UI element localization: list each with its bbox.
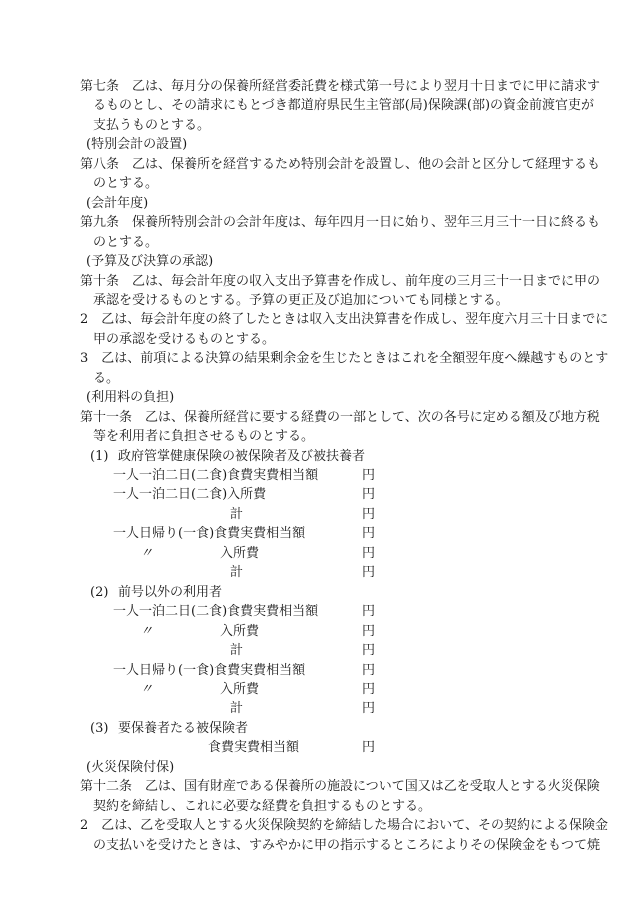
fee-row-label: 食費実費相当額 <box>208 740 300 756</box>
fee-row-yen: 円 <box>362 545 376 561</box>
fee-row-yen: 円 <box>362 623 376 639</box>
continuation-line: 支払うものとする。 <box>93 117 211 133</box>
ditto-mark: 〃 <box>140 545 154 561</box>
article-heading: (特別会計の設置) <box>86 137 188 153</box>
fee-item-title: 前号以外の利用者 <box>118 584 223 600</box>
continuation-line: 等を利用者に負担させるものとする。 <box>93 429 315 445</box>
article-heading: (予算及び決算の承認) <box>86 254 214 270</box>
fee-item-number: (1) <box>90 448 109 464</box>
article-line: 第十二条 乙は、国有財産である保養所の施設について国又は乙を受取人とする火災保険 <box>80 779 600 795</box>
continuation-line: 甲の承認を受けるものとする。 <box>93 331 276 347</box>
article-line: 第九条 保養所特別会計の会計年度は、毎年四月一日に始り、翌年三月三十一日に終るも <box>80 215 601 231</box>
fee-row-label: 一人一泊二日(二食)入所費 <box>113 487 267 503</box>
article-line: 第十一条 乙は、保養所経営に要する経費の一部として、次の各号に定める額及び地方税 <box>80 409 600 425</box>
fee-item-title: 要保養者たる被保険者 <box>118 720 249 736</box>
fee-row-label: 入所費 <box>220 681 260 697</box>
fee-row-total: 計 <box>230 643 244 659</box>
ditto-mark: 〃 <box>140 623 154 639</box>
fee-row-yen: 円 <box>362 604 376 620</box>
fee-item-number: (2) <box>90 584 109 600</box>
article-heading: (利用料の負担) <box>86 390 175 406</box>
fee-row-yen: 円 <box>362 662 376 678</box>
article-line: 第七条 乙は、毎月分の保養所経営委託費を様式第一号により翌月十日までに甲に請求す <box>80 79 601 94</box>
fee-row-total: 計 <box>230 701 244 717</box>
article-heading: (火災保険付保) <box>86 759 175 775</box>
fee-row-label: 一人日帰り(一食)食費実費相当額 <box>113 662 306 678</box>
paragraph-line: 3 乙は、前項による決算の結果剰余金を生じたときはこれを全額翌年度へ繰越すものとす <box>80 351 609 367</box>
fee-item-title: 政府管掌健康保険の被保険者及び被扶養者 <box>118 448 366 464</box>
fee-row-yen: 円 <box>362 526 376 542</box>
fee-row-label: 一人一泊二日(二食)食費実費相当額 <box>113 468 319 483</box>
fee-row-yen: 円 <box>362 643 376 659</box>
article-heading: (会計年度) <box>86 195 149 211</box>
fee-row-label: 一人日帰り(一食)食費実費相当額 <box>113 526 306 542</box>
continuation-line: るものとし、その請求にもとづき都道府県民生主管部(局)保険課(部)の資金前渡官吏が <box>93 98 595 114</box>
fee-row-label: 入所費 <box>220 623 260 639</box>
continuation-line: のとする。 <box>93 176 159 192</box>
fee-row-yen: 円 <box>362 701 376 717</box>
fee-row-total: 計 <box>230 565 244 581</box>
paragraph-line: 2 乙は、毎会計年度の終了したときは収入支出決算書を作成し、翌年度六月三十日までに <box>80 312 609 328</box>
article-line: 第十条 乙は、毎会計年度の収入支出予算書を作成し、前年度の三月三十一日までに甲の <box>80 273 601 289</box>
continuation-line: る。 <box>93 370 120 386</box>
article-line: 第八条 乙は、保養所を経営するため特別会計を設置し、他の会計と区分して経理するも <box>80 156 601 172</box>
fee-item-number: (3) <box>90 720 109 736</box>
fee-row-yen: 円 <box>362 487 376 503</box>
fee-row-label: 入所費 <box>220 545 260 561</box>
continuation-line: 承認を受けるものとする。予算の更正及び追加についても同様とする。 <box>93 292 509 308</box>
fee-row-yen: 円 <box>362 681 376 697</box>
fee-row-label: 一人一泊二日(二食)食費実費相当額 <box>113 604 319 620</box>
fee-row-yen: 円 <box>362 565 376 581</box>
fee-row-yen: 円 <box>362 506 376 522</box>
continuation-line: の支払いを受けたときは、すみやかに甲の指示するところによりその保険金をもつて焼 <box>93 837 601 853</box>
ditto-mark: 〃 <box>140 681 154 697</box>
continuation-line: のとする。 <box>93 234 159 250</box>
fee-row-yen: 円 <box>362 740 376 756</box>
fee-row-total: 計 <box>230 506 244 522</box>
paragraph-line: 2 乙は、乙を受取人とする火災保険契約を締結した場合において、その契約による保険金 <box>80 818 609 834</box>
continuation-line: 契約を締結し、これに必要な経費を負担するものとする。 <box>93 798 432 814</box>
fee-row-yen: 円 <box>362 468 376 483</box>
